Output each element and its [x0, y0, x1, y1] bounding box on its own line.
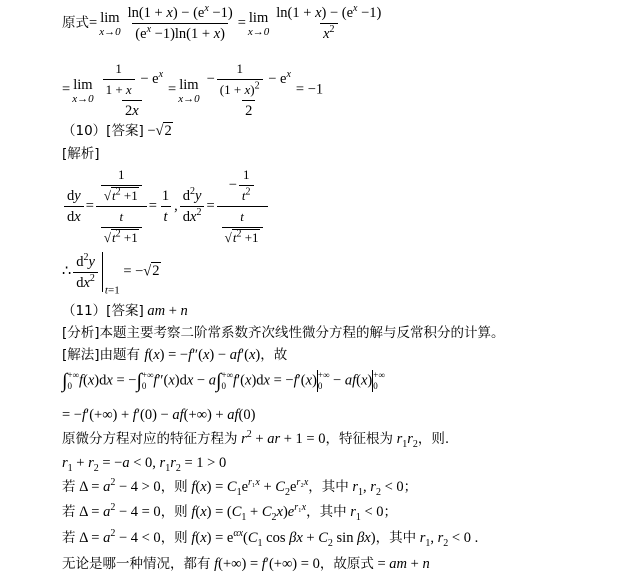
d2y-dx2: $\frac{d^2y}{dx^2}$ — [180, 187, 205, 226]
equation-line-2: = lim x→0 $\frac{1}{1 + x}$ − $e^x$ 2x = lim x→0 − $\frac{1}{(1 + x)^2}$ − $e^x$ 2 = −1 — [62, 61, 324, 119]
solution-intro: [解法]由题有 f(x) = −f″(x) − af′(x)，故 — [62, 347, 288, 363]
fraction-4: − $\frac{1}{(1 + x)^2}$ − $e^x$ 2 — [206, 61, 291, 119]
limit-operator-4: lim x→0 — [178, 76, 200, 105]
case-1: 若 $\Delta = a^2 - 4 > 0$，则 $f(x) = C_1e^{r_1x} + C_2e^{r_2x}$，其中 $r_1$, $r_2 < 0$； — [62, 477, 418, 498]
question-11-answer — [62, 302, 188, 320]
roots-relation: $r_1 + r_2 = -a < 0$, $r_1r_2 = 1 > 0$ — [62, 455, 227, 474]
dy-dx-expression: $\frac{\frac{1}{√t^2 +1}}{\frac{t}{√t^2 +1}}$ — [96, 166, 147, 247]
limit-operator: lim x→0 — [99, 10, 121, 38]
characteristic-equation: 原微分方程对应的特征方程为 $r^2$ + ar + 1 = 0，特征根为 $r_1r_2$，则. — [62, 429, 450, 450]
evaluation-bar — [102, 252, 103, 292]
integral-line: ∫ +∞ 0 f(x)dx = −∫ +∞ 0 f″(x)dx − a∫ +∞ 0 f′(x)dx = −f′(x) +∞ 0 − af(x) +∞ 0 — [62, 370, 385, 392]
one-over-t: $\frac{1}{t}$ — [161, 188, 170, 225]
case-2: 若 $\Delta = a^2 - 4 = 0$，则 $f(x) = (C_1 + C_2x)e^{r_1x}$，其中 $r_1 < 0$； — [62, 502, 398, 523]
question-10-answer — [62, 122, 173, 140]
fraction-1: $\frac{\ln(1 + x) - (e^x -1)}{(e^x -1)\ln(1 + x)}$ — [127, 3, 233, 42]
q10-label: （10）[答案] — [62, 123, 144, 139]
case-3: 若 $\Delta = a^2 - 4 < 0$，则 $f(x) = e^{\alpha x}(C_1$ $\cos \beta x + C_2$ sin βx)，其中 $r_1$, $r_2 < 0$ . — [62, 528, 479, 549]
d2y-dx2-2: $\frac{d^2y}{dx^2}$ — [73, 253, 98, 292]
analysis-label: [解析] — [62, 146, 100, 162]
dy-dx: $\frac{dy}{dx}$ — [64, 187, 84, 226]
d2y-dx2-expression: − $\frac{1}{t^2}$ $\frac{t}{√t^2 +1}$ — [217, 166, 268, 247]
limit-operator-3: lim x→0 — [72, 76, 94, 105]
limit-operator-2: lim x→0 — [247, 10, 270, 38]
q11-value: am + n — [147, 303, 188, 319]
equation-line-1: 原式= lim x→0 $\frac{\ln(1 + x) - (e^x -1)}{(e^x -1)\ln(1 + x)}$ = lim x→0 $\frac{\ln(1 + x) - (e^x -1)}{x^2}$ — [62, 4, 386, 43]
analysis-11: [分析]本题主要考察二阶常系数齐次线性微分方程的解与反常积分的计算。 — [62, 325, 505, 341]
conclusion: 无论是哪一种情况，都有 f(+∞) = f′(+∞) = 0，故原式 = am + n — [62, 556, 430, 572]
fraction-3: $\frac{1}{1 + x}$ − $e^x$ 2x — [98, 60, 166, 120]
prefix-text: 原式 — [62, 14, 89, 31]
integral-line-2: = −f′(+∞) + f′(0) − af(+∞) + af(0) — [62, 407, 256, 423]
derivative-equations: $\frac{dy}{dx}$ = $\frac{\frac{1}{√t^2 +1}}{\frac{t}{√t^2 +1}}$ = $\frac{1}{t}$ , $\frac{d^2y}{dx^2}$ = − $\frac{1}{t^2}$ $\frac{t}{√t^2 +1}$ — [62, 166, 270, 247]
fraction-2: $\frac{\ln(1 + x) - (e^x -1)}{x^2}$ — [276, 3, 382, 42]
result-text: = −1 — [295, 81, 324, 98]
q11-label: （11）[答案] — [62, 303, 144, 319]
therefore-line: ∴ $\frac{d^2y}{dx^2}$ $_{t=1}$ = −√2 — [62, 251, 160, 297]
q10-value: −√2 — [147, 123, 172, 139]
